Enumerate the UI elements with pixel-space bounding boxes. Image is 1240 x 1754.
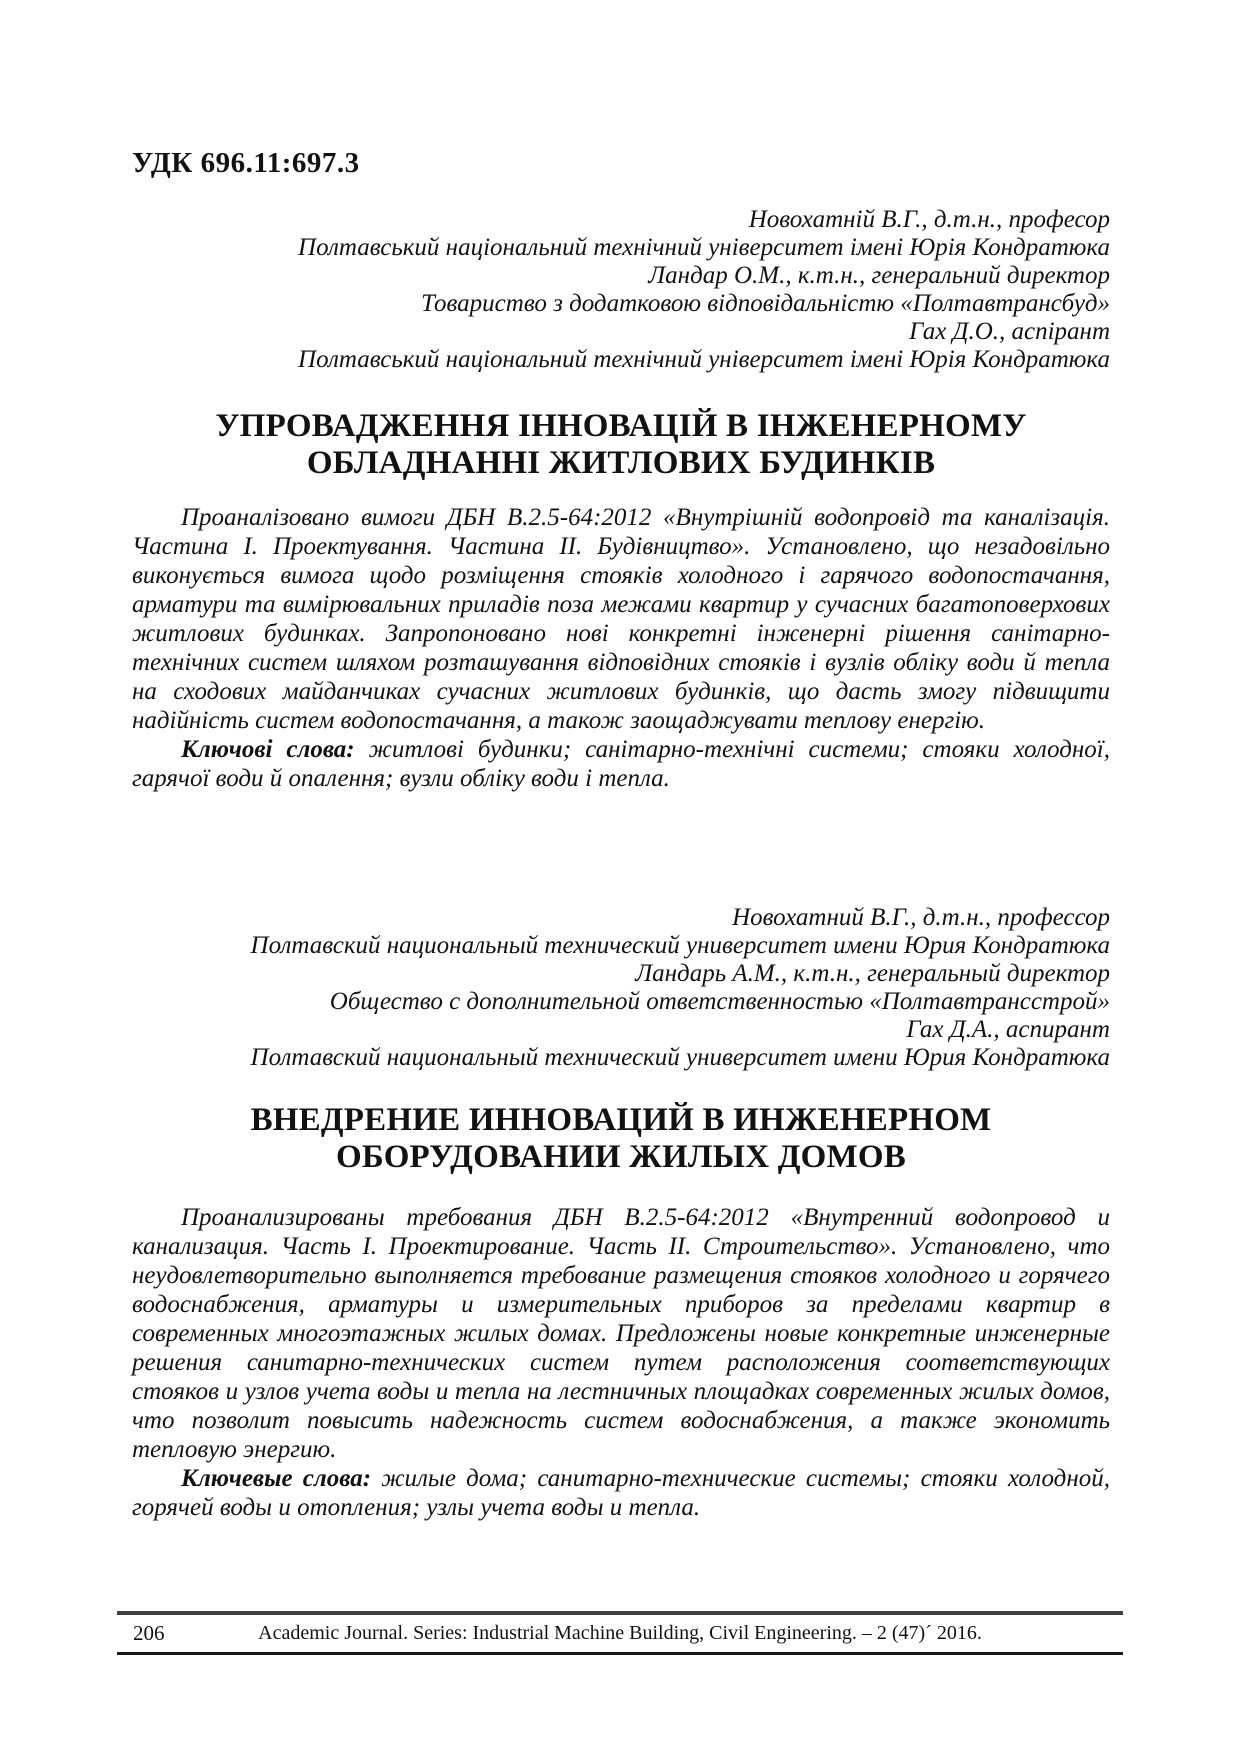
- keywords-text-ua: житлові будинки; санітарно-технічні системи; стояки холодної, гарячої води й опалення; вузли обліку води і тепла.: [132, 736, 1110, 792]
- journal-title: Academic Journal. Series: Industrial Machine Building, Civil Engineering. – 2 (47)´ 2016.: [258, 1622, 982, 1644]
- author-affiliation: Полтавський національний технічний університет імені Юрія Кондратюка: [298, 234, 1110, 261]
- keywords-text-ru: жилые дома; санитарно-технические системы; стояки холодной, горячей воды и отопления; узлы учета воды и тепла.: [132, 1465, 1110, 1521]
- article-title-ua-line-1: УПРОВАДЖЕННЯ ІННОВАЦІЙ В ІНЖЕНЕРНОМУ: [215, 408, 1027, 444]
- article-title-ua: [132, 408, 1110, 482]
- author-affiliation: Полтавский национальный технический университет имени Юрия Кондратюка: [250, 1044, 1110, 1071]
- author-name: Новохатний В.Г., д.т.н., профессор: [732, 904, 1110, 931]
- abstract-ua: Проаналізовано вимоги ДБН В.2.5-64:2012 «Внутрішній водопровід та каналізація. Частина І. Проектування. Частина ІІ. Будівництво». Установлено, що незадовільно виконується вимога щодо розміщення стояків холодного і гарячого водопостачання, арматури та вимірювальних приладів поза межами квартир у сучасних багатоповерхових житлових будинках. Запропоновано нові конкретні інженерні рішення санітарно-технічних систем шляхом розташування відповідних стояків і вузлів обліку води й тепла на сходових майданчиках сучасних житлових будинків, що дасть змогу підвищити надійність систем водопостачання, а також заощаджувати теплову енергію.: [132, 504, 1110, 734]
- author-name: Новохатній В.Г., д.т.н., професор: [748, 206, 1110, 233]
- keywords-label-ru: Ключевые слова:: [181, 1465, 372, 1492]
- page-content: [132, 0, 1110, 1522]
- article-title-ru-line-1: ВНЕДРЕНИЕ ИННОВАЦИЙ В ИНЖЕНЕРНОМ: [250, 1102, 992, 1138]
- article-title-ua-line-2: ОБЛАДНАННІ ЖИТЛОВИХ БУДИНКІВ: [306, 445, 936, 481]
- authors-block-ua: [132, 206, 1110, 374]
- article-title-ru-line-2: ОБОРУДОВАНИИ ЖИЛЫХ ДОМОВ: [336, 1139, 906, 1175]
- author-name: Гах Д.А., аспирант: [906, 1016, 1110, 1043]
- abstract-ru: Проанализированы требования ДБН В.2.5-64:2012 «Внутренний водопровод и канализация. Часть І. Проектирование. Часть ІІ. Строительство». Установлено, что неудовлетворительно выполняется требование размещения стояков холодного и горячего водоснабжения, арматуры и измерительных приборов за пределами квартир в современных многоэтажных жилых домах. Предложены новые конкретные инженерные решения санитарно-технических систем путем расположения соответствующих стояков и узлов учета воды и тепла на лестничных площадках современных жилых домов, что позволит повысить надежность систем водоснабжения, а также экономить тепловую энергию.: [132, 1204, 1110, 1463]
- author-affiliation: Общество с дополнительной ответственностью «Полтавтрансстрой»: [329, 988, 1110, 1015]
- page-number: 206: [133, 1621, 165, 1645]
- keywords-ru: [132, 1464, 1110, 1522]
- page-footer: [117, 1611, 1123, 1655]
- author-affiliation: Товариство з додатковою відповідальністю «Полтавтрансбуд»: [421, 290, 1110, 317]
- author-name: Ландар О.М., к.т.н., генеральний директор: [648, 262, 1110, 289]
- article-title-ru: [132, 1102, 1110, 1176]
- keywords-label-ua: Ключові слова:: [181, 736, 355, 763]
- keywords-ua: [132, 735, 1110, 793]
- author-name: Ландарь А.М., к.т.н., генеральный директор: [635, 960, 1110, 987]
- authors-block-ru: [132, 904, 1110, 1072]
- author-affiliation: Полтавский национальный технический университет имени Юрия Кондратюка: [250, 932, 1110, 959]
- author-affiliation: Полтавський національний технічний університет імені Юрія Кондратюка: [298, 346, 1110, 373]
- udc-code: УДК 696.11:697.3: [132, 147, 360, 179]
- author-name: Гах Д.О., аспірант: [909, 318, 1110, 345]
